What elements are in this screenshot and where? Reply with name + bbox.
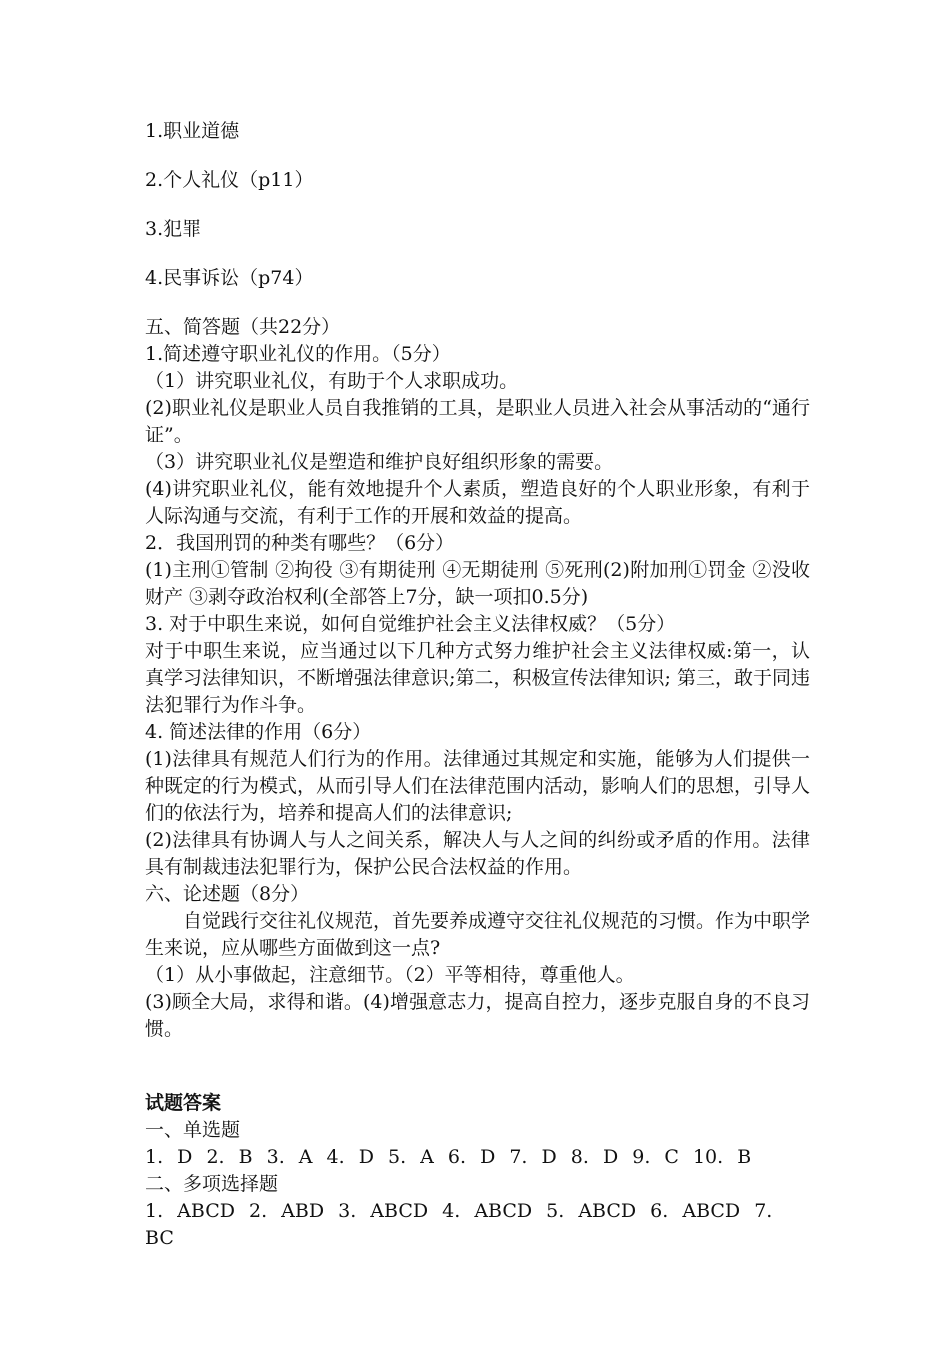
term-2: 2.个人礼仪（p11） [145, 169, 314, 191]
q1-answer-3: （3）讲究职业礼仪是塑造和维护良好组织形象的需要。 [145, 451, 614, 473]
q1-title: 1.简述遵守职业礼仪的作用。（5分） [145, 343, 451, 365]
single-choice-heading: 一、单选题 [145, 1119, 241, 1141]
q4-answer-2: (2)法律具有协调人与人之间关系，解决人与人之间的纠纷或矛盾的作用。法律具有制裁违法犯罪行为，保护公民合法权益的作用。 [145, 829, 810, 878]
q1-answer-1: （1）讲究职业礼仪，有助于个人求职成功。 [145, 370, 519, 392]
spacer [145, 1043, 810, 1090]
term-3: 3.犯罪 [145, 218, 202, 240]
section6-answer-2: (3)顾全大局，求得和谐。(4)增强意志力，提高自控力，逐步克服自身的不良习惯。 [145, 991, 810, 1040]
document-page [145, 118, 810, 1252]
q4-title: 4. 简述法律的作用（6分） [145, 721, 372, 743]
q4-answer-1: (1)法律具有规范人们行为的作用。法律通过其规定和实施，能够为人们提供一种既定的行为模式，从而引导人们在法律范围内活动，影响人们的思想，引导人们的依法行为，培养和提高人们的法律意识; [145, 748, 811, 824]
q2-answer: (1)主刑①管制 ②拘役 ③有期徒刑 ④无期徒刑 ⑤死刑(2)附加刑①罚金 ②没收财产 ③剥夺政治权利(全部答上7分，缺一项扣0.5分) [145, 559, 810, 608]
multi-choice-heading: 二、多项选择题 [145, 1173, 279, 1195]
q3-title: 3. 对于中职生来说，如何自觉维护社会主义法律权威？（5分） [145, 613, 676, 635]
section6-heading: 六、论述题（8分） [145, 883, 310, 905]
section6-answer-1: （1）从小事做起，注意细节。（2）平等相待，尊重他人。 [145, 964, 635, 986]
q1-answer-2: (2)职业礼仪是职业人员自我推销的工具，是职业人员进入社会从事活动的“通行证”。 [145, 397, 810, 446]
single-choice-answers: 1. D 2. B 3. A 4. D 5. A 6. D 7. D 8. D 9. C 10. B [145, 1146, 752, 1168]
term-4: 4.民事诉讼（p74） [145, 267, 314, 289]
section6-question: 自觉践行交往礼仪规范，首先要养成遵守交往礼仪规范的习惯。作为中职学生来说，应从哪些方面做到这一点? [145, 910, 811, 959]
q1-answer-4: (4)讲究职业礼仪，能有效地提升个人素质，塑造良好的个人职业形象，有利于人际沟通与交流，有利于工作的开展和效益的提高。 [145, 478, 810, 527]
section5-heading: 五、简答题（共22分） [145, 316, 341, 338]
answer-key-title: 试题答案 [145, 1092, 222, 1114]
multi-choice-answers: 1. ABCD 2. ABD 3. ABCD 4. ABCD 5. ABCD 6. ABCD 7. BC [145, 1200, 773, 1249]
term-1: 1.职业道德 [145, 120, 240, 142]
q3-answer: 对于中职生来说，应当通过以下几种方式努力维护社会主义法律权威:第一，认真学习法律知识，不断增强法律意识;第二，积极宣传法律知识; 第三，敢于同违法犯罪行为作斗争。 [145, 640, 810, 716]
q2-title: 2．我国刑罚的种类有哪些？（6分） [145, 532, 455, 554]
